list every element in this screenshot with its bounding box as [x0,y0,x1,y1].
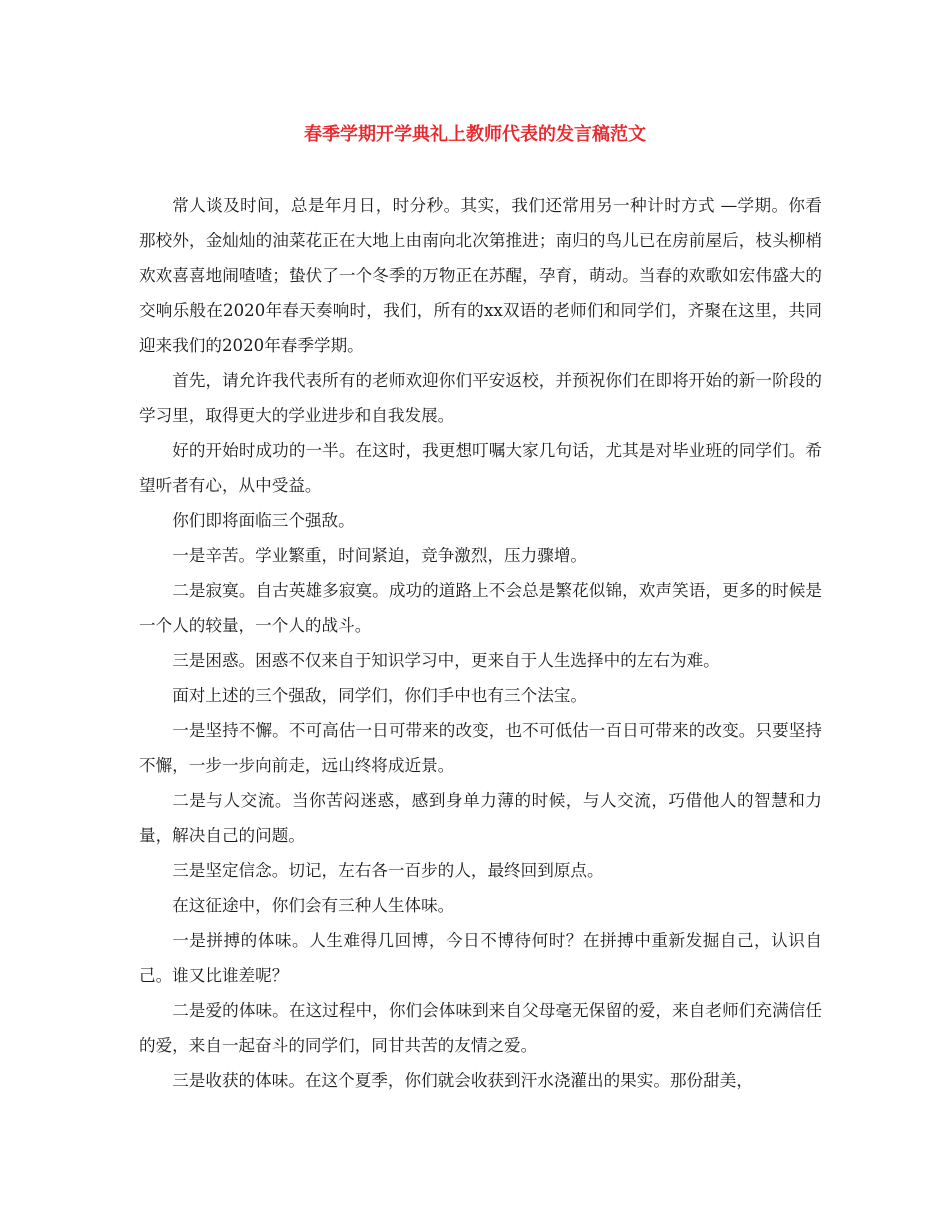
paragraph: 三是收获的体味。在这个夏季，你们就会收获到汗水浇灌出的果实。那份甜美， [172,1071,753,1090]
paragraph: 在这征途中，你们会有三种人生体味。 [172,896,455,915]
paragraph: 二是寂寞。自古英雄多寂寞。成功的道路上不会总是繁花似锦，欢声笑语，更多的时候是一个人的较量，一个人的战斗。 [139,581,822,635]
document-body [139,188,822,1098]
paragraph: 一是辛苦。学业繁重，时间紧迫，竞争激烈，压力骤增。 [172,546,588,565]
paragraph: 二是与人交流。当你苦闷迷惑，感到身单力薄的时候，与人交流，巧借他人的智慧和力量，解决自己的问题。 [139,791,822,845]
paragraph: 三是困惑。困惑不仅来自于知识学习中，更来自于人生选择中的左右为难。 [172,651,720,670]
document-title: 春季学期开学典礼上教师代表的发言稿范文 [304,124,646,145]
paragraph: 你们即将面临三个强敌。 [172,511,355,530]
paragraph: 好的开始时成功的一半。在这时，我更想叮嘱大家几句话，尤其是对毕业班的同学们。希望听者有心，从中受益。 [139,441,822,495]
paragraph: 一是坚持不懈。不可高估一日可带来的改变，也不可低估一百日可带来的改变。只要坚持不懈，一步一步向前走，远山终将成近景。 [139,721,822,775]
paragraph: 一是拼搏的体味。人生难得几回博，今日不博待何时？在拼搏中重新发掘自己，认识自己。谁又比谁差呢？ [139,931,822,985]
paragraph: 首先，请允许我代表所有的老师欢迎你们平安返校，并预祝你们在即将开始的新一阶段的学习里，取得更大的学业进步和自我发展。 [139,371,822,425]
paragraph: 常人谈及时间，总是年月日，时分秒。其实，我们还常用另一种计时方式 —学期。你看那校外，金灿灿的油菜花正在大地上由南向北次第推进；南归的鸟儿已在房前屋后，枝头柳梢欢欢喜喜地闹喳喳；蛰伏了一个冬季的万物正在苏醒，孕育，萌动。当春的欢歌如宏伟盛大的交响乐般在2020年春天奏响时，我们，所有的xx双语的老师们和同学们，齐聚在这里，共同迎来我们的2020年春季学期。 [139,196,822,355]
paragraph: 面对上述的三个强敌，同学们，你们手中也有三个法宝。 [172,686,588,705]
paragraph: 二是爱的体味。在这过程中，你们会体味到来自父母毫无保留的爱，来自老师们充满信任的爱，来自一起奋斗的同学们，同甘共苦的友情之爱。 [139,1001,822,1055]
paragraph: 三是坚定信念。切记，左右各一百步的人，最终回到原点。 [172,861,604,880]
